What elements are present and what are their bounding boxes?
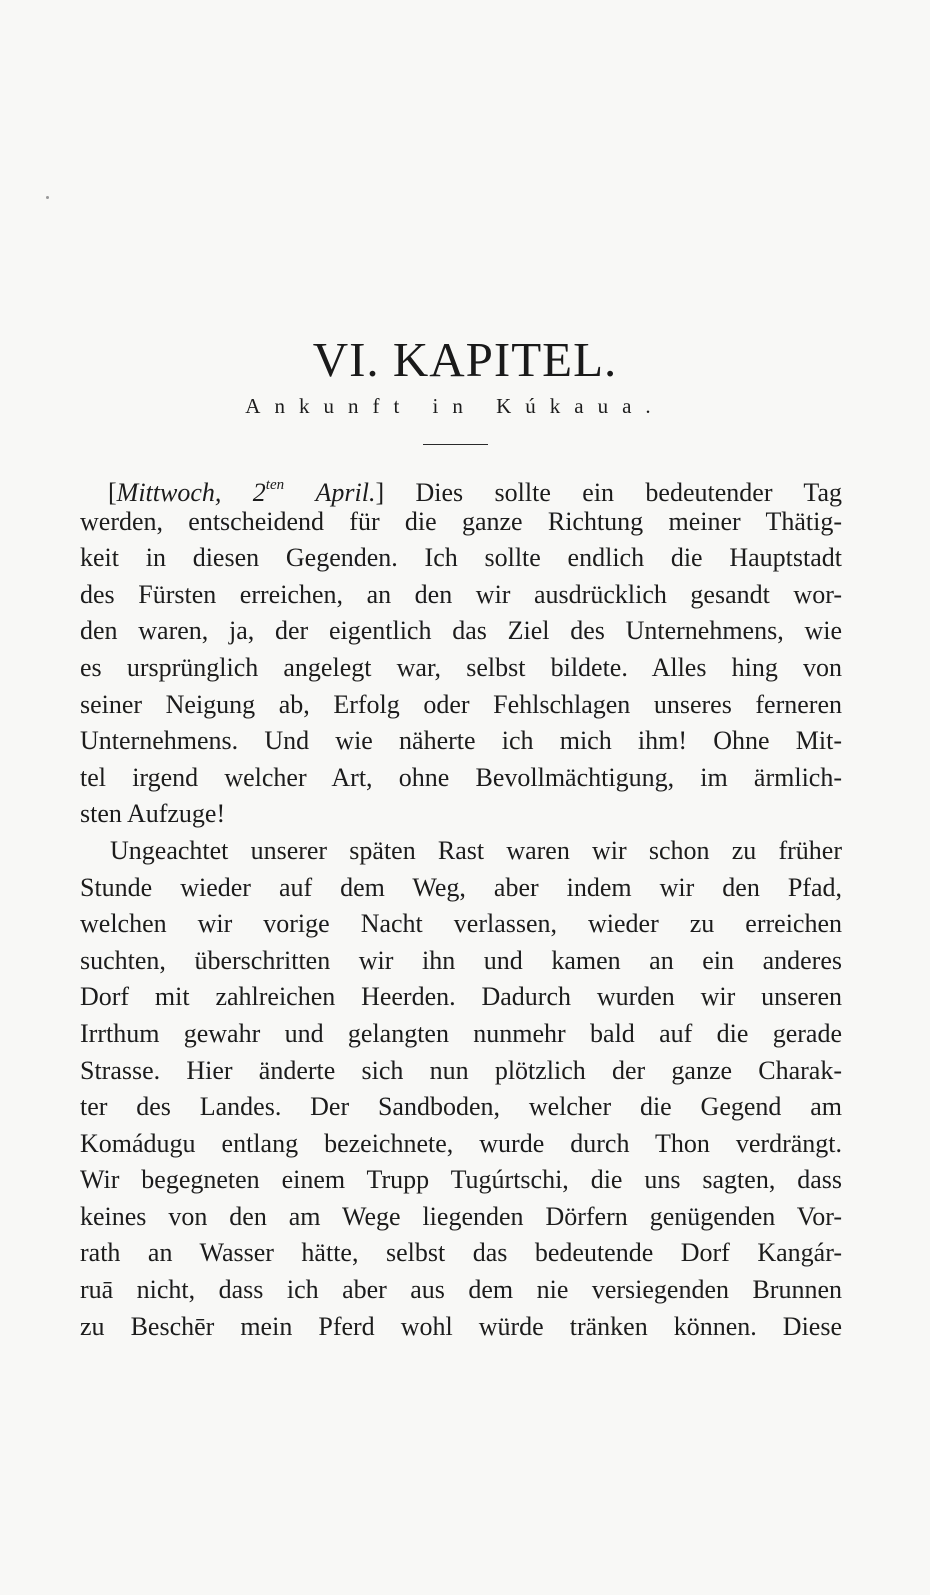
date-day: Mittwoch, [116,478,222,507]
paragraph-1-line: den waren, ja, der eigentlich das Ziel des Unternehmens, wie [80,616,842,646]
paragraph-2-line: rath an Wasser hätte, selbst das bedeutende Dorf Kangár- [80,1238,842,1268]
paragraph-2-line: ruā nicht, dass ich aber aus dem nie versiegenden Brunnen [80,1275,842,1305]
paragraph-2-line: suchten, überschritten wir ihn und kamen an ein anderes [80,945,842,975]
date-number: 2 [252,478,266,507]
paragraph-1-line: seiner Neigung ab, Erfolg oder Fehlschlagen unseres ferneren [80,689,842,719]
paragraph-1-line: werden, entscheidend für die ganze Richtung meiner Thätig- [80,506,842,536]
paragraph-1-line-1 [80,467,842,507]
paragraph-2-line: Dorf mit zahlreichen Heerden. Dadurch wurden wir unseren [80,982,842,1012]
paragraph-2-line: Wir begegneten einem Trupp Tugúrtschi, die uns sagten, dass [80,1165,842,1195]
paragraph-1-line: Unternehmens. Und wie näherte ich mich ihm! Ohne Mit- [80,726,842,756]
chapter-title: VI. KAPITEL. [312,332,618,387]
paragraph-1-line: des Fürsten erreichen, an den wir ausdrücklich gesandt wor- [80,579,842,609]
first-line-text: Dies sollte ein bedeutender Tag [415,478,842,507]
paper-speck [46,196,49,199]
date-superscript: ten [265,477,285,493]
paragraph-2-line: ter des Landes. Der Sandboden, welcher die Gegend am [80,1092,842,1122]
paragraph-2-line: welchen wir vorige Nacht verlassen, wieder zu erreichen [80,909,842,939]
date-bracket-close: ] [375,478,385,507]
title-divider [423,444,488,445]
paragraph-1-line: es ursprünglich angelegt war, selbst bildete. Alles hing von [80,652,842,682]
paragraph-2-line: keines von den am Wege liegenden Dörfern genügenden Vor- [80,1201,842,1231]
paragraph-2-line: Komádugu entlang bezeichnete, wurde durch Thon verdrängt. [80,1128,842,1158]
date-month: April. [315,478,376,507]
paragraph-1-line: keit in diesen Gegenden. Ich sollte endlich die Hauptstadt [80,543,842,573]
chapter-subtitle: Ankunft in Kúkaua. [245,394,665,418]
paragraph-2-line: zu Beschēr mein Pferd wohl würde tränken können. Diese [80,1311,842,1341]
paragraph-1-line: sten Aufzuge! [80,799,226,829]
paragraph-2-line: Irrthum gewahr und gelangten nunmehr bald auf die gerade [80,1018,842,1048]
paragraph-2-line: Stunde wieder auf dem Weg, aber indem wir den Pfad, [80,872,842,902]
paragraph-1-line: tel irgend welcher Art, ohne Bevollmächtigung, im ärmlich- [80,762,842,792]
paragraph-2-line: Ungeachtet unserer späten Rast waren wir schon zu früher [110,835,842,865]
body-text [80,467,842,1345]
date-bracket-open: [ [108,478,117,507]
paragraph-2-line: Strasse. Hier änderte sich nun plötzlich der ganze Charak- [80,1055,842,1085]
